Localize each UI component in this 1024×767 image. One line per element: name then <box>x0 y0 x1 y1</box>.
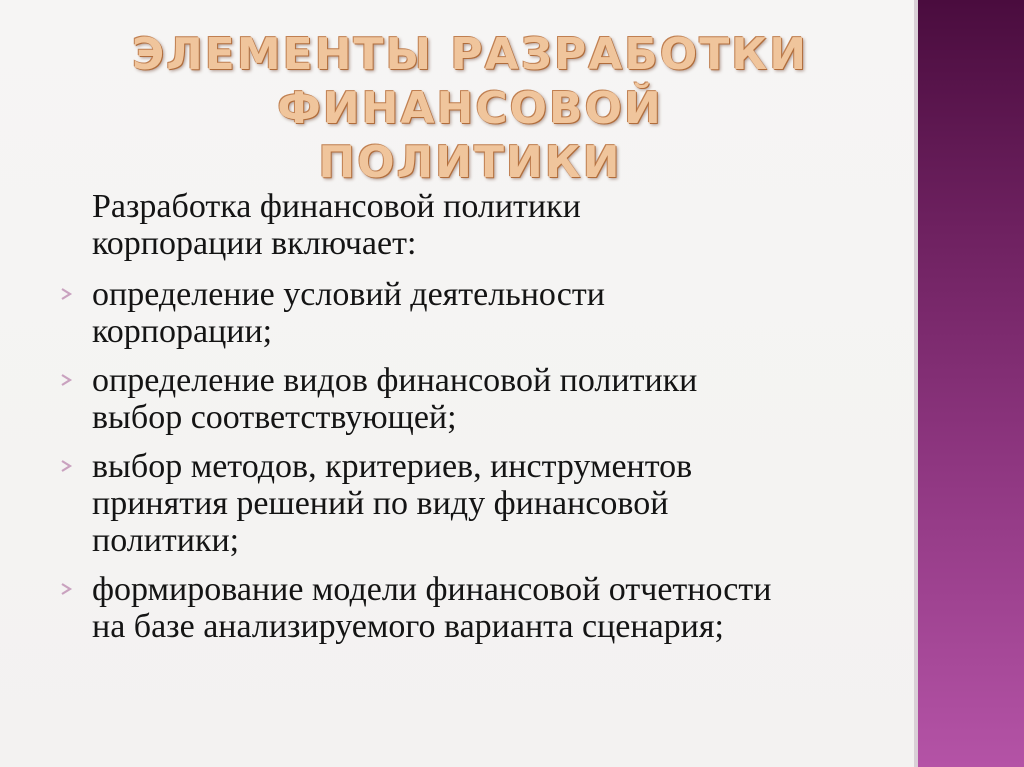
list-item-line: определение видов финансовой политики <box>92 362 698 399</box>
slide-title <box>120 28 820 190</box>
list-item-line: выбор соответствующей; <box>92 399 457 436</box>
chevron-right-icon <box>60 285 74 303</box>
list-item-1 <box>60 276 860 350</box>
chevron-right-icon <box>60 457 74 475</box>
list-item-line: корпорации; <box>92 313 273 350</box>
intro-line-1: Разработка финансовой политики <box>92 188 581 225</box>
list-item-line: формирование модели финансовой отчетности <box>92 571 772 608</box>
chevron-right-icon <box>60 371 74 389</box>
decorative-sidebar <box>914 0 1024 767</box>
title-line-1: ЭЛЕМЕНТЫ РАЗРАБОТКИ <box>131 29 809 80</box>
list-item-line: определение условий деятельности <box>92 276 605 313</box>
title-line-2: ФИНАНСОВОЙ ПОЛИТИКИ <box>277 83 663 188</box>
list-item-line: политики; <box>92 522 240 559</box>
chevron-right-icon <box>60 580 74 598</box>
list-item-line: на базе анализируемого варианта сценария; <box>92 608 724 645</box>
list-item-2 <box>60 362 860 436</box>
list-item-line: выбор методов, критериев, инструментов <box>92 448 693 485</box>
intro-paragraph <box>92 188 860 262</box>
list-item-3 <box>60 448 860 559</box>
list-item-line: принятия решений по виду финансовой <box>92 485 669 522</box>
intro-line-2: корпорации включает: <box>92 225 417 262</box>
list-item-4 <box>60 571 860 645</box>
slide-content <box>60 188 860 657</box>
